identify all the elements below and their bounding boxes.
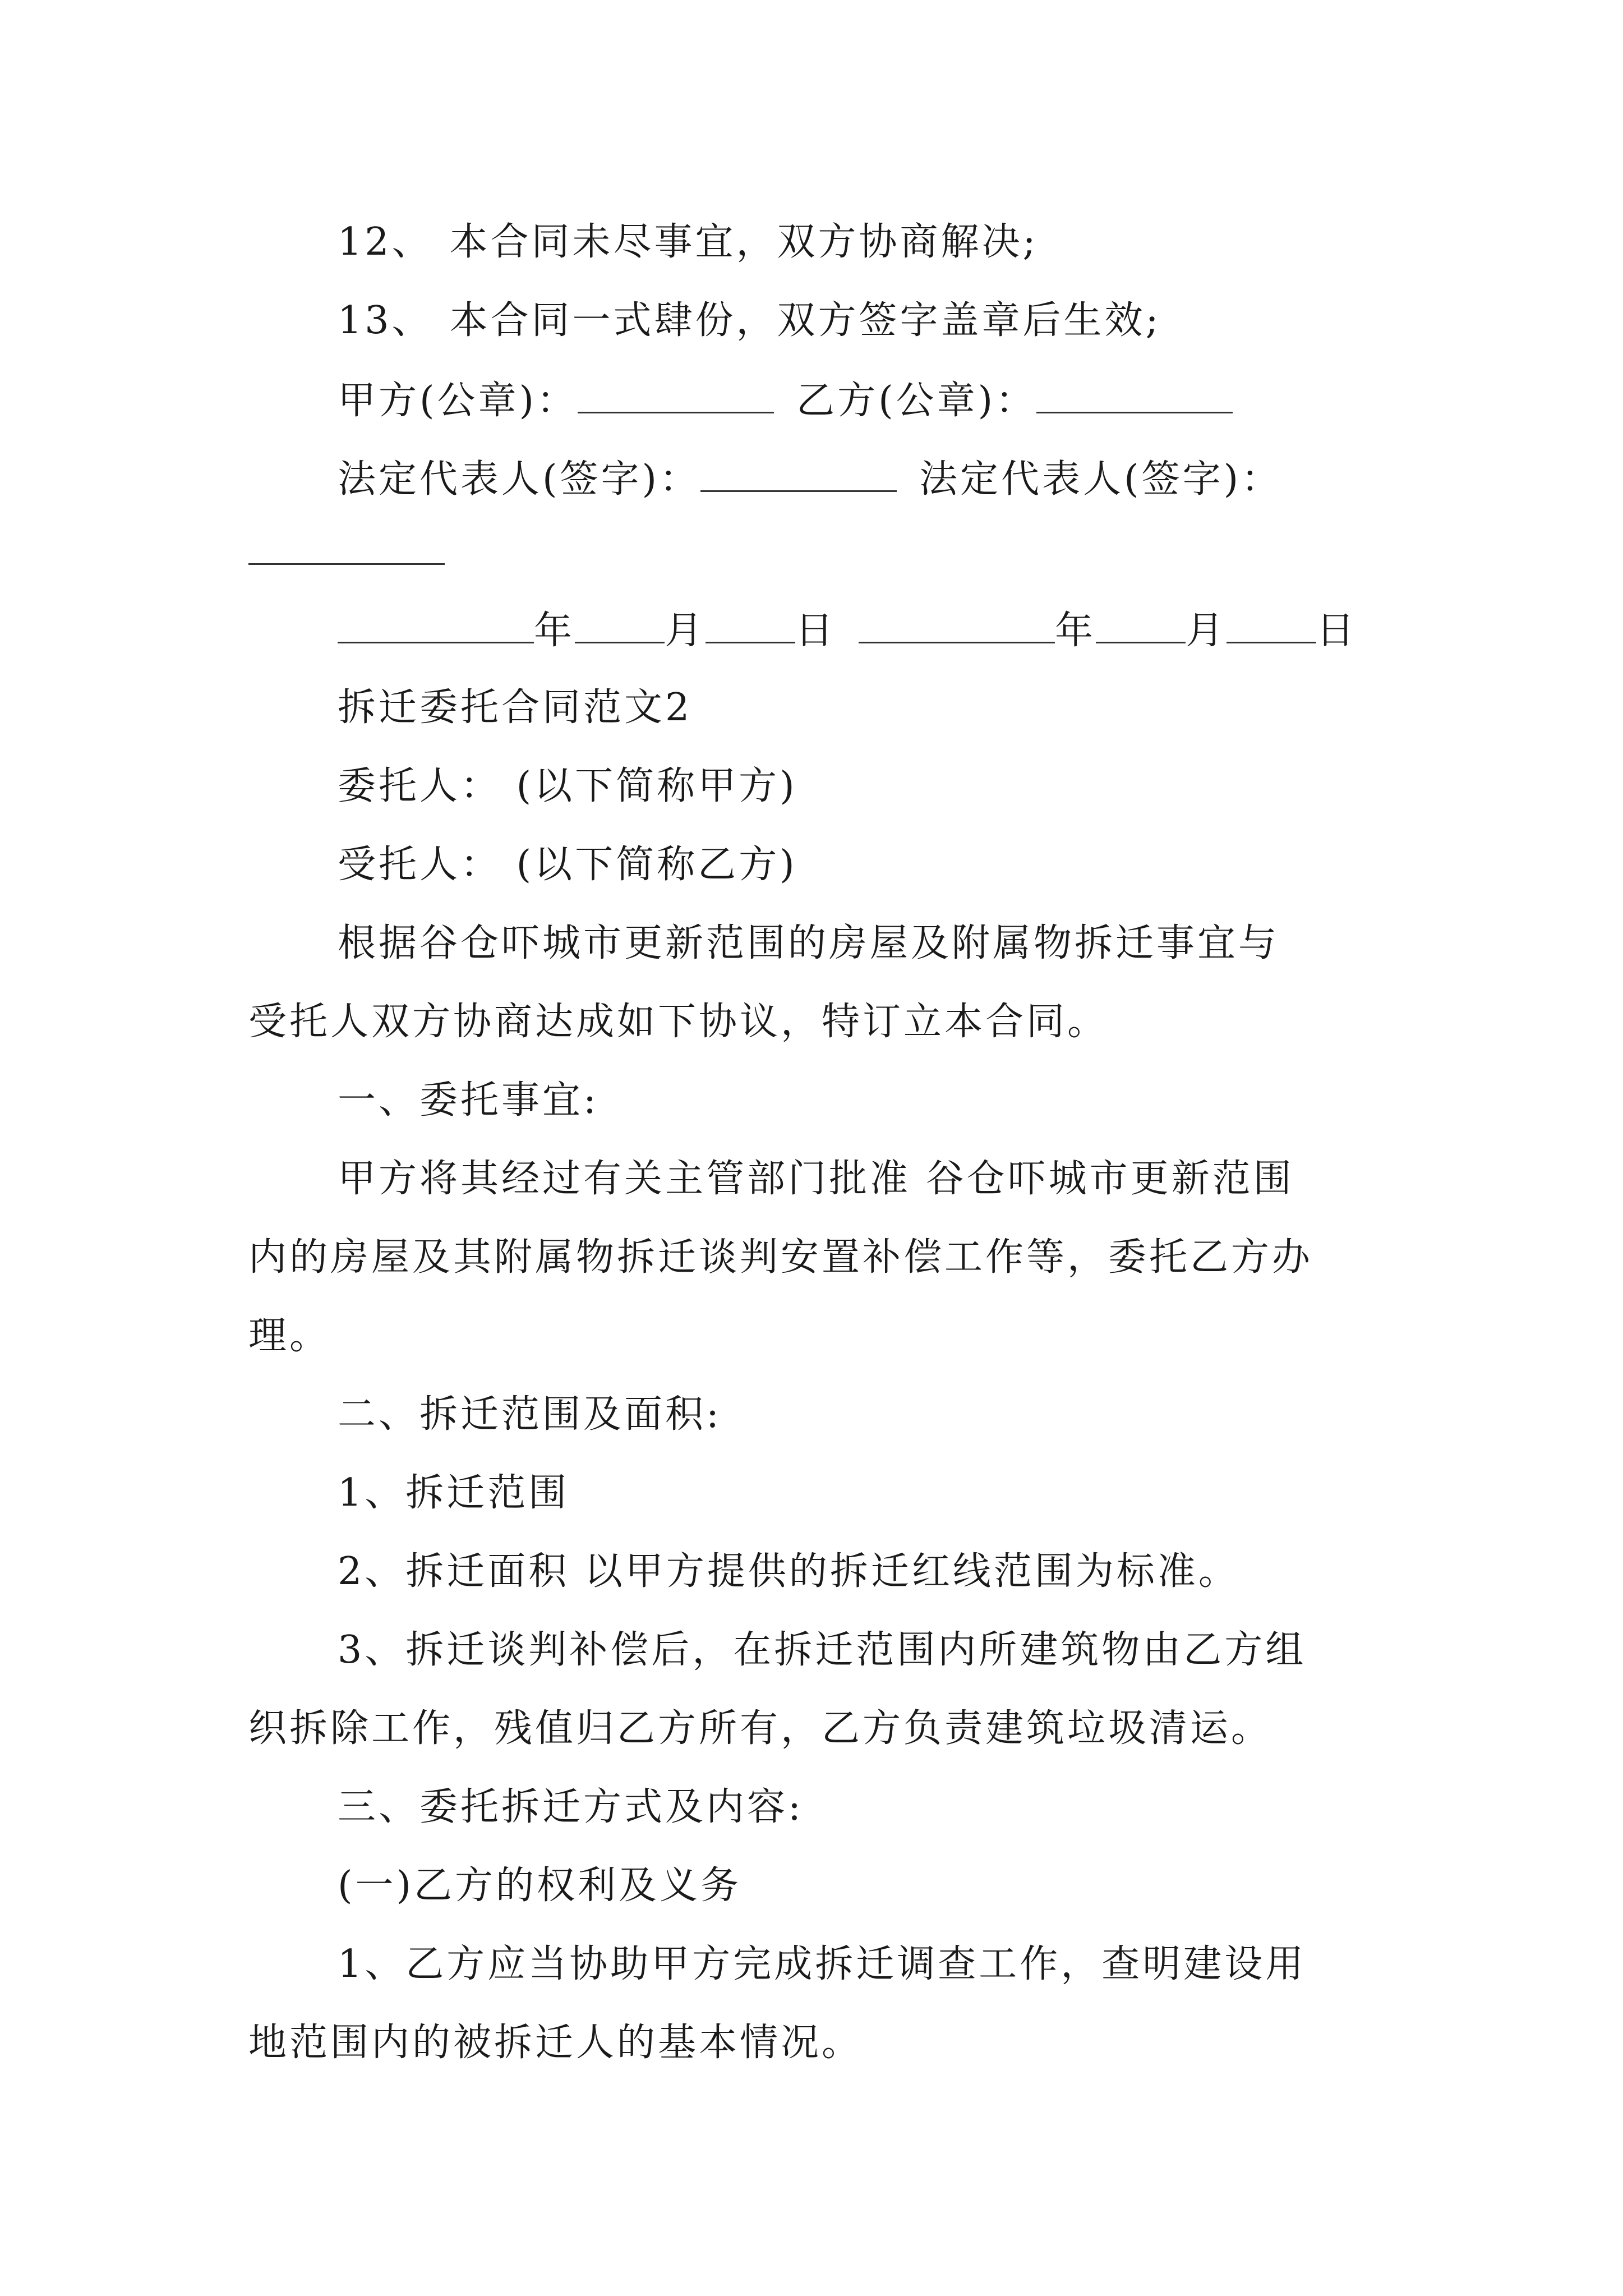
clause-13 <box>338 298 1161 343</box>
party-b-seal-label: 乙方(公章)： <box>796 379 1037 423</box>
intro-line-1: 根据谷仓吓城市更新范围的房屋及附属物拆迁事宜与 <box>338 921 1280 965</box>
section-title: 拆迁委托合同范文2 <box>338 685 693 730</box>
party-b-seal-blank <box>1036 377 1233 413</box>
party-a-month-blank <box>575 607 665 643</box>
clause-number: 13、 <box>338 298 433 343</box>
day-label: 日 <box>1316 609 1358 653</box>
article-1-line-2: 内的房屋及其附属物拆迁谈判安置补偿工作等，委托乙方办 <box>248 1235 1313 1280</box>
party-b-month-blank <box>1096 607 1186 643</box>
year-label: 年 <box>534 609 575 653</box>
article-1-heading: 一、委托事宜: <box>338 1078 599 1122</box>
article-2-item-3-line-1: 3、拆迁谈判补偿后，在拆迁范围内所建筑物由乙方组 <box>338 1628 1307 1672</box>
article-3-item-1-line-1: 1、乙方应当协助甲方完成拆迁调查工作，查明建设用 <box>338 1942 1307 1986</box>
article-2-heading: 二、拆迁范围及面积: <box>338 1392 722 1437</box>
month-label: 月 <box>1186 609 1227 653</box>
party-a-rep-blank <box>700 455 897 492</box>
party-b-rep-label: 法定代表人(签字)： <box>919 457 1283 501</box>
clause-text: 本合同一式肆份，双方签字盖章后生效; <box>449 298 1161 343</box>
article-3-heading: 三、委托拆迁方式及内容: <box>338 1785 804 1829</box>
party-a-year-blank <box>338 607 534 643</box>
clause-number: 12、 <box>338 220 433 264</box>
party-a-day-blank <box>706 607 795 643</box>
clause-text: 本合同未尽事宜，双方协商解决; <box>449 220 1039 264</box>
party-b-day-blank <box>1227 607 1316 643</box>
article-1-line-3: 理。 <box>248 1314 331 1358</box>
article-2-item-2: 2、拆迁面积 以甲方提供的拆迁红线范围为标准。 <box>338 1549 1239 1594</box>
intro-line-2: 受托人双方协商达成如下协议，特订立本合同。 <box>248 1000 1109 1044</box>
day-label: 日 <box>795 609 837 653</box>
party-b-rep-blank <box>248 528 445 565</box>
month-label: 月 <box>665 609 706 653</box>
article-3-subheading: (一)乙方的权利及义务 <box>338 1864 742 1908</box>
representative-line <box>338 455 1282 502</box>
party-a-seal-label: 甲方(公章)： <box>338 379 578 423</box>
party-a-seal-blank <box>578 377 774 413</box>
party-b-year-blank <box>859 607 1055 643</box>
article-2-item-1: 1、拆迁范围 <box>338 1471 570 1515</box>
article-1-line-1: 甲方将其经过有关主管部门批准 谷仓吓城市更新范围 <box>338 1157 1294 1201</box>
article-2-item-3-line-2: 织拆除工作，残值归乙方所有，乙方负责建筑垃圾清运。 <box>248 1706 1272 1751</box>
representative-blank-line <box>248 528 445 575</box>
seal-line <box>338 377 1233 424</box>
party-a-rep-label: 法定代表人(签字)： <box>338 457 701 501</box>
clause-12 <box>338 220 1038 265</box>
principal-line: 委托人： (以下简称甲方) <box>338 764 797 808</box>
article-3-item-1-line-2: 地范围内的被拆迁人的基本情况。 <box>248 2021 863 2065</box>
year-label: 年 <box>1055 609 1096 653</box>
agent-line: 受托人： (以下简称乙方) <box>338 843 797 887</box>
date-line <box>338 607 1357 654</box>
